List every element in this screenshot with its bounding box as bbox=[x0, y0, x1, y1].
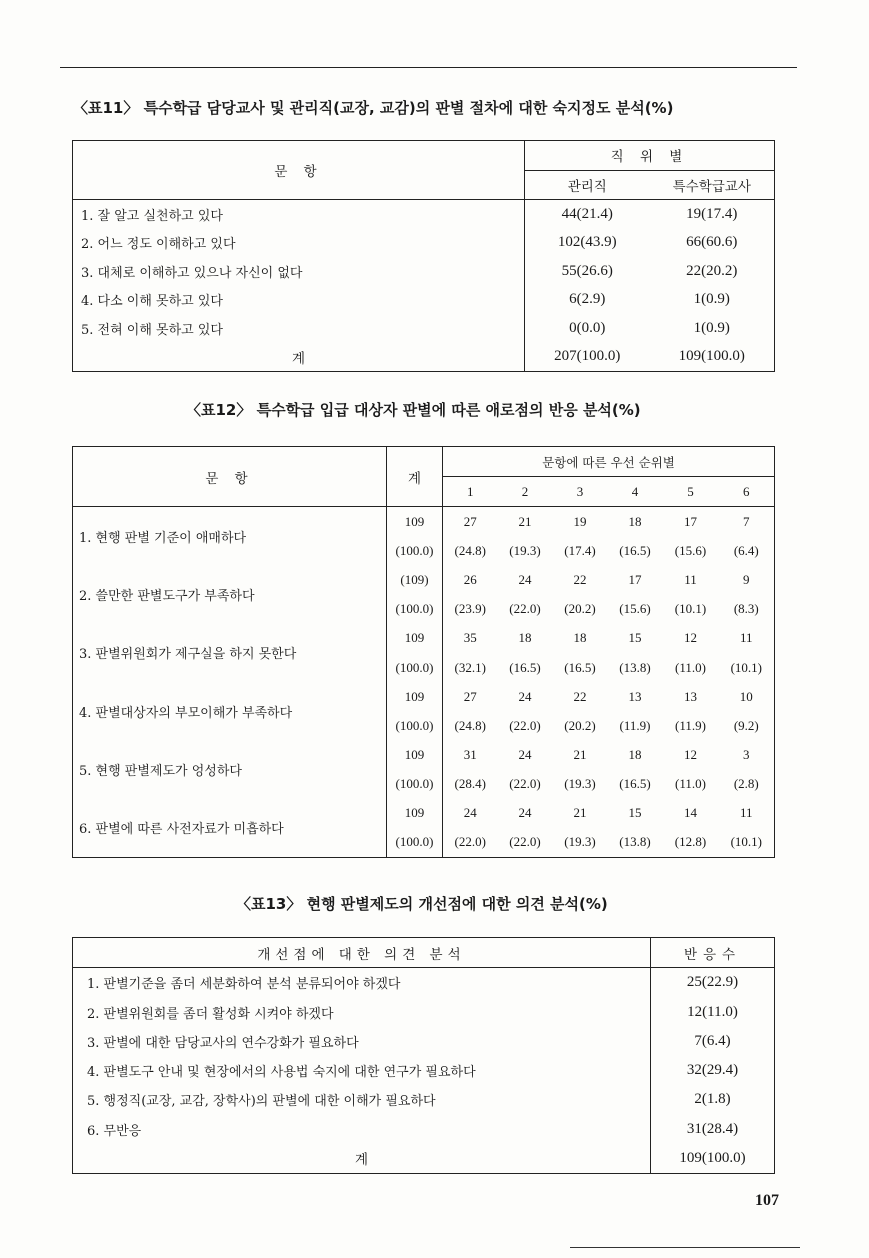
table13-header-item: 개선점에 대한 의견 분석 bbox=[73, 938, 651, 968]
rank-percent: (10.1) bbox=[730, 659, 762, 675]
cell-value: 32(29.4) bbox=[651, 1056, 775, 1085]
cell-value: 19(17.4) bbox=[686, 205, 738, 222]
row-label: 1. 잘 알고 실천하고 있다 bbox=[81, 208, 223, 224]
rank-percent: (10.1) bbox=[674, 601, 707, 617]
table12-caption: 〈표12〉 특수학급 입급 대상자 판별에 따른 애로점의 반응 분석(%) bbox=[186, 401, 641, 419]
rank-percent: (23.9) bbox=[443, 595, 498, 624]
table-row bbox=[73, 1085, 775, 1114]
rank-count: 3 bbox=[743, 746, 750, 762]
rank-count: 35 bbox=[443, 624, 498, 653]
table-row bbox=[73, 1114, 775, 1143]
row-label: 6. 무반응 bbox=[87, 1123, 142, 1139]
table-row bbox=[73, 566, 775, 595]
rank-percent: (12.8) bbox=[674, 834, 707, 850]
rank-count: 27 bbox=[443, 507, 498, 537]
table-row bbox=[73, 682, 775, 711]
total-percent: (100.0) bbox=[387, 770, 443, 799]
row-label: 2. 판별위원회를 좀더 활성화 시켜야 하겠다 bbox=[87, 1006, 334, 1022]
rank-count: 13 bbox=[684, 688, 697, 704]
rank-count: 24 bbox=[518, 805, 532, 821]
total-percent: (100.0) bbox=[387, 828, 443, 858]
rank-percent: (16.5) bbox=[619, 542, 651, 558]
table13-header-count: 반응수 bbox=[651, 938, 775, 968]
row-label: 4. 다소 이해 못하고 있다 bbox=[81, 294, 223, 310]
cell-value: 2(1.8) bbox=[651, 1085, 775, 1114]
table11 bbox=[72, 140, 775, 372]
rank-count: 13 bbox=[628, 688, 642, 704]
rank-percent: (19.3) bbox=[564, 834, 596, 850]
row-label: 5. 현행 판별제도가 엉성하다 bbox=[79, 764, 242, 780]
rank-count: 11 bbox=[740, 805, 753, 821]
cell-value: 44(21.4) bbox=[525, 200, 650, 229]
rank-percent: (8.3) bbox=[733, 601, 759, 617]
total-label: 계 bbox=[291, 350, 306, 367]
total-count: 109 bbox=[387, 682, 443, 711]
table11-header-group: 직 위 별 bbox=[525, 141, 775, 171]
rank-percent: (16.5) bbox=[509, 659, 541, 675]
cell-value: 1(0.9) bbox=[693, 291, 730, 308]
total-value: 207(100.0) bbox=[525, 342, 650, 371]
rank-percent: (22.0) bbox=[509, 834, 541, 850]
cell-value: 22(20.2) bbox=[686, 262, 738, 279]
rank-percent: (11.9) bbox=[675, 717, 706, 733]
rank-percent: (13.8) bbox=[619, 659, 651, 675]
rank-count: 24 bbox=[443, 799, 498, 828]
rank-count: 19 bbox=[573, 513, 587, 529]
table-row bbox=[73, 740, 775, 769]
rank-count: 15 bbox=[628, 630, 642, 646]
total-count: (109) bbox=[387, 566, 443, 595]
table12-header-total: 계 bbox=[387, 447, 443, 507]
table11-header-item: 문 항 bbox=[73, 141, 525, 200]
rank-count: 21 bbox=[573, 805, 587, 821]
rank-percent: (11.0) bbox=[675, 776, 706, 792]
table13 bbox=[72, 937, 775, 1174]
row-label: 4. 판별도구 안내 및 현장에서의 사용법 숙지에 대한 연구가 필요하다 bbox=[87, 1065, 476, 1081]
rank-count: 11 bbox=[684, 572, 697, 588]
rank-count: 11 bbox=[740, 630, 753, 646]
table-row bbox=[73, 507, 775, 537]
total-count: 109 bbox=[387, 507, 443, 537]
table-row bbox=[73, 799, 775, 828]
rank-percent: (15.6) bbox=[619, 601, 651, 617]
cell-value: 12(11.0) bbox=[651, 998, 775, 1027]
row-label: 6. 판별에 따른 사전자료가 미흡하다 bbox=[79, 822, 284, 838]
total-percent: (100.0) bbox=[387, 595, 443, 624]
rank-count: 24 bbox=[518, 572, 532, 588]
top-rule bbox=[60, 67, 797, 68]
total-count: 109 bbox=[387, 799, 443, 828]
rank-percent: (13.8) bbox=[619, 834, 651, 850]
row-label: 2. 쓸만한 판별도구가 부족하다 bbox=[79, 589, 255, 605]
rank-count: 24 bbox=[518, 688, 532, 704]
cell-value: 55(26.6) bbox=[525, 257, 650, 285]
rank-count: 15 bbox=[628, 805, 642, 821]
table12-header-group: 문항에 따른 우선 순위별 bbox=[443, 447, 775, 477]
rank-count: 7 bbox=[743, 513, 750, 529]
total-count: 109 bbox=[387, 740, 443, 769]
table-total-row bbox=[73, 1144, 775, 1174]
cell-value: 66(60.6) bbox=[686, 234, 738, 251]
table-row bbox=[73, 257, 775, 285]
table-row bbox=[73, 624, 775, 653]
total-count: 109 bbox=[387, 624, 443, 653]
table12-header-item: 문 항 bbox=[73, 447, 387, 507]
rank-count: 17 bbox=[628, 572, 642, 588]
rank-percent: (9.2) bbox=[733, 717, 759, 733]
cell-value: 102(43.9) bbox=[525, 229, 650, 257]
rank-percent: (19.3) bbox=[564, 776, 596, 792]
rank-label: 6 bbox=[719, 477, 775, 507]
table11-col-admin: 관리직 bbox=[525, 170, 650, 200]
rank-percent: (20.2) bbox=[564, 601, 596, 617]
rank-count: 27 bbox=[443, 682, 498, 711]
rank-count: 10 bbox=[739, 688, 753, 704]
rank-percent: (24.8) bbox=[443, 711, 498, 740]
table-row bbox=[73, 229, 775, 257]
row-label: 3. 판별위원회가 제구실을 하지 못한다 bbox=[79, 647, 297, 663]
rank-percent: (17.4) bbox=[564, 542, 596, 558]
table12-body bbox=[73, 507, 775, 858]
rank-percent: (28.4) bbox=[443, 770, 498, 799]
cell-value: 7(6.4) bbox=[651, 1027, 775, 1056]
page-number: 107 bbox=[755, 1192, 779, 1209]
rank-label: 5 bbox=[663, 477, 719, 507]
rank-percent: (15.6) bbox=[674, 542, 707, 558]
rank-percent: (22.0) bbox=[509, 717, 541, 733]
rank-count: 31 bbox=[443, 740, 498, 769]
rank-percent: (11.9) bbox=[619, 717, 651, 733]
rank-percent: (22.0) bbox=[443, 828, 498, 858]
total-value: 109(100.0) bbox=[678, 348, 745, 365]
rank-count: 26 bbox=[443, 566, 498, 595]
cell-value: 1(0.9) bbox=[693, 319, 730, 336]
rank-percent: (11.0) bbox=[675, 659, 706, 675]
rank-count: 18 bbox=[573, 630, 587, 646]
row-label: 5. 행정직(교장, 교감, 장학사)의 판별에 대한 이해가 필요하다 bbox=[87, 1094, 436, 1110]
row-label: 5. 전혀 이해 못하고 있다 bbox=[81, 322, 223, 338]
row-label: 4. 판별대상자의 부모이해가 부족하다 bbox=[79, 705, 293, 721]
rank-percent: (32.1) bbox=[443, 653, 498, 682]
rank-percent: (24.8) bbox=[443, 536, 498, 565]
rank-percent: (22.0) bbox=[509, 601, 541, 617]
rank-count: 14 bbox=[684, 805, 697, 821]
cell-value: 0(0.0) bbox=[525, 314, 650, 342]
rank-percent: (10.1) bbox=[730, 834, 762, 850]
table11-col-teacher: 특수학급교사 bbox=[650, 170, 775, 200]
total-value: 109(100.0) bbox=[651, 1144, 775, 1174]
rank-percent: (2.8) bbox=[733, 776, 759, 792]
rank-count: 12 bbox=[684, 746, 697, 762]
rank-count: 22 bbox=[573, 688, 587, 704]
row-label: 2. 어느 정도 이해하고 있다 bbox=[81, 237, 236, 253]
rank-label: 3 bbox=[553, 477, 608, 507]
cell-value: 31(28.4) bbox=[651, 1114, 775, 1143]
table12 bbox=[72, 446, 775, 858]
rank-count: 17 bbox=[684, 513, 697, 529]
rank-percent: (16.5) bbox=[564, 659, 596, 675]
rank-count: 21 bbox=[518, 513, 532, 529]
table11-caption: 〈표11〉 특수학급 담당교사 및 관리직(교장, 교감)의 판별 절차에 대한 숙지정도 분석(%) bbox=[73, 99, 674, 117]
total-percent: (100.0) bbox=[387, 536, 443, 565]
rank-percent: (19.3) bbox=[509, 542, 541, 558]
rank-count: 24 bbox=[518, 746, 532, 762]
total-percent: (100.0) bbox=[387, 653, 443, 682]
table-row bbox=[73, 1056, 775, 1085]
rank-percent: (6.4) bbox=[733, 542, 759, 558]
rank-count: 21 bbox=[573, 746, 587, 762]
rank-label: 2 bbox=[498, 477, 553, 507]
row-label: 3. 대체로 이해하고 있으나 자신이 없다 bbox=[81, 265, 303, 281]
table-row bbox=[73, 1027, 775, 1056]
rank-count: 12 bbox=[684, 630, 697, 646]
cell-value: 25(22.9) bbox=[651, 968, 775, 998]
table-total-row bbox=[73, 342, 775, 371]
table-row bbox=[73, 968, 775, 998]
total-label: 계 bbox=[354, 1152, 369, 1169]
table13-caption: 〈표13〉 현행 판별제도의 개선점에 대한 의견 분석(%) bbox=[236, 895, 608, 913]
rank-percent: (22.0) bbox=[509, 776, 541, 792]
rank-count: 9 bbox=[743, 572, 750, 588]
table-row bbox=[73, 285, 775, 313]
row-label: 1. 판별기준을 좀더 세분화하여 분석 분류되어야 하겠다 bbox=[87, 977, 401, 993]
cell-value: 6(2.9) bbox=[525, 285, 650, 313]
rank-count: 18 bbox=[628, 513, 642, 529]
rank-label: 4 bbox=[608, 477, 663, 507]
rank-percent: (16.5) bbox=[619, 776, 651, 792]
rank-count: 18 bbox=[628, 746, 642, 762]
rank-percent: (20.2) bbox=[564, 717, 596, 733]
table-row bbox=[73, 314, 775, 342]
row-label: 3. 판별에 대한 담당교사의 연수강화가 필요하다 bbox=[87, 1035, 359, 1051]
total-percent: (100.0) bbox=[387, 711, 443, 740]
table-row bbox=[73, 998, 775, 1027]
rank-count: 18 bbox=[518, 630, 532, 646]
rank-label: 1 bbox=[443, 477, 498, 507]
bottom-rule bbox=[570, 1247, 800, 1248]
row-label: 1. 현행 판별 기준이 애매하다 bbox=[79, 530, 247, 546]
rank-count: 22 bbox=[573, 572, 587, 588]
table-row bbox=[73, 200, 775, 229]
